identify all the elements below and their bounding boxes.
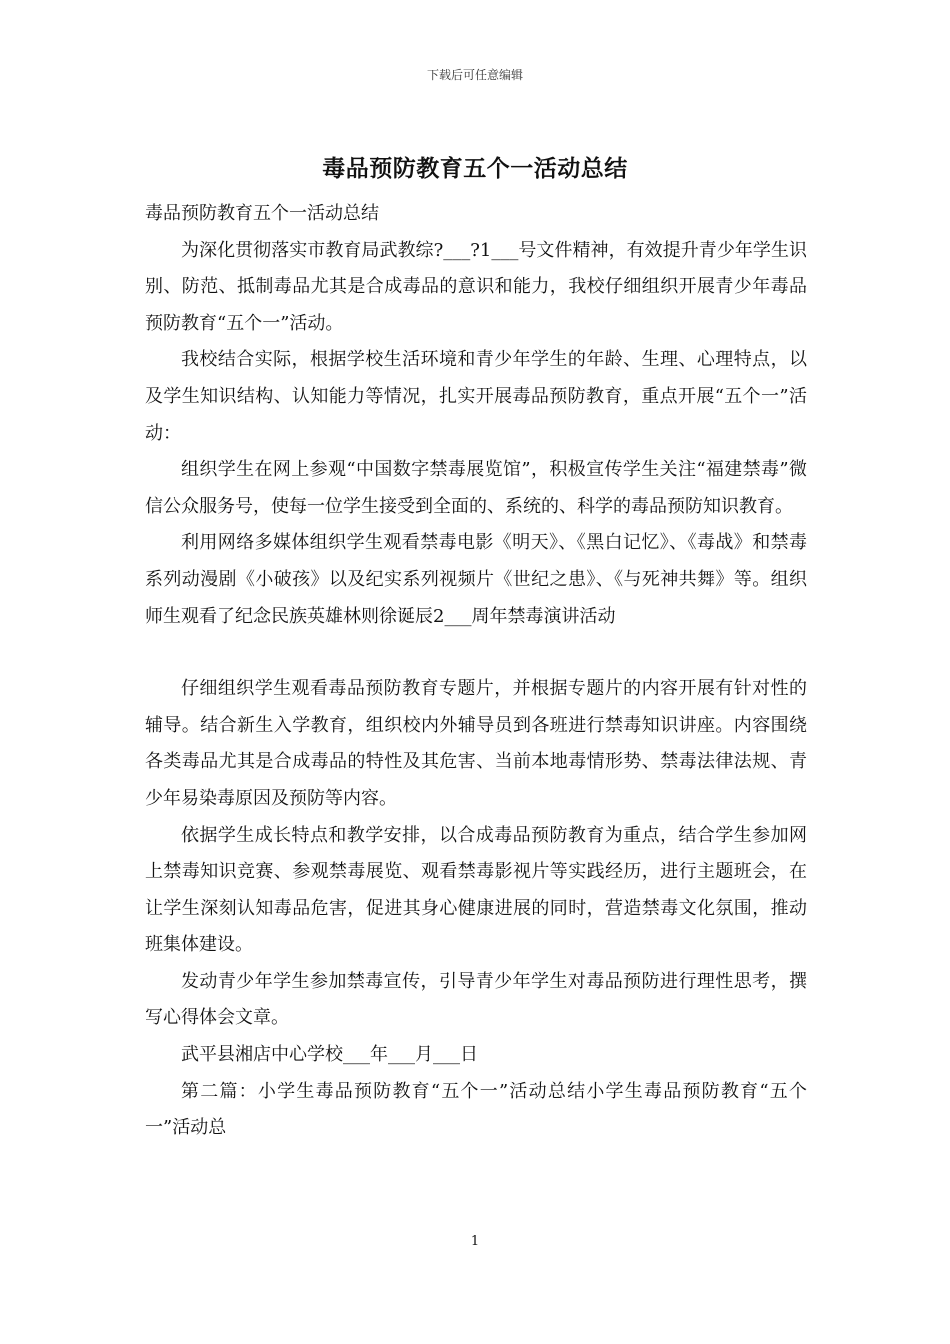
document-subtitle: 毒品预防教育五个一活动总结 [145,203,379,224]
paragraph-overview: 我校结合实际，根据学校生活环境和青少年学生的年龄、生理、心理特点，以及学生知识结构、认知能力等情况，扎实开展毒品预防教育，重点开展“五个一”活动： [145,349,807,444]
signature-line: 武平县湘店中心学校___年___月___日 [181,1044,478,1066]
paragraph-intro: 为深化贯彻落实市教育局武教综?___?1___号文件精神，有效提升青少年学生识别、防范、抵制毒品尤其是合成毒品的意识和能力，我校仔细组织开展青少年毒品预防教育“五个一”活动。 [145,239,807,334]
page-header-note: 下载后可任意编辑 [426,68,523,82]
document-title: 毒品预防教育五个一活动总结 [322,155,628,182]
paragraph-gap [145,635,807,671]
paragraph-multimedia: 利用网络多媒体组织学生观看禁毒电影《明天》、《黑白记忆》、《毒战》和禁毒系列动漫剧《小破孩》以及纪实系列视频片《世纪之患》、《与死神共舞》等。组织师生观看了纪念民族英雄林则徐诞辰2___周年禁毒演讲活动 [145,532,807,627]
document-body [145,196,807,1147]
paragraph-class-meeting: 依据学生成长特点和教学安排，以合成毒品预防教育为重点，结合学生参加网上禁毒知识竞赛、参观禁毒展览、观看禁毒影视片等实践经历，进行主题班会，在让学生深刻认知毒品危害，促进其身心健康进展的同时，营造禁毒文化氛围，推动班集体建设。 [145,824,807,956]
page-number: 1 [470,1234,480,1249]
paragraph-publicity: 发动青少年学生参加禁毒宣传，引导青少年学生对毒品预防进行理性思考，撰写心得体会文章。 [145,970,807,1029]
paragraph-special-film: 仔细组织学生观看毒品预防教育专题片，并根据专题片的内容开展有针对性的辅导。结合新生入学教育，组织校内外辅导员到各班进行禁毒知识讲座。内容围绕各类毒品尤其是合成毒品的特性及其危害、当前本地毒情形势、禁毒法律法规、青少年易染毒原因及预防等内容。 [145,678,807,809]
next-section-heading: 第二篇：小学生毒品预防教育“五个一”活动总结小学生毒品预防教育“五个一”活动总 [145,1080,807,1139]
paragraph-online-exhibition: 组织学生在网上参观“中国数字禁毒展览馆”，积极宣传学生关注“福建禁毒”微信公众服务号，使每一位学生接受到全面的、系统的、科学的毒品预防知识教育。 [145,459,807,517]
